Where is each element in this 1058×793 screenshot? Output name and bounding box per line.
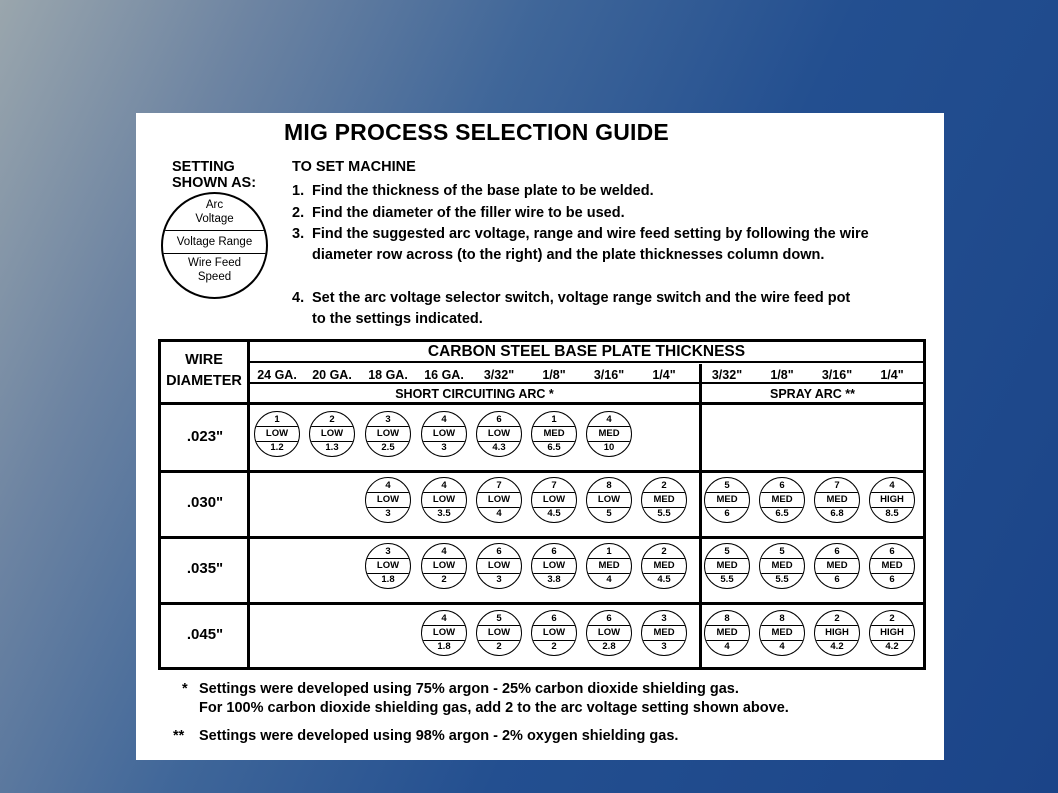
setting-dial	[476, 543, 522, 589]
arc-voltage-value: 1	[274, 414, 280, 425]
wire-feed-speed-value: 6	[724, 508, 730, 519]
setting-dial	[421, 477, 467, 523]
arc-voltage-value: 8	[779, 613, 785, 624]
voltage-range-value: LOW	[587, 492, 631, 508]
wire-header-line2: DIAMETER	[166, 373, 242, 389]
arc-voltage-value: 4	[606, 414, 612, 425]
footnote-1-line1: Settings were developed using 75% argon - 25% carbon dioxide shielding gas.	[199, 681, 739, 697]
arc-voltage-value: 8	[724, 613, 730, 624]
wire-feed-speed-value: 6	[834, 574, 840, 585]
setting-dial	[869, 610, 915, 656]
wire-feed-speed-value: 4.5	[657, 574, 671, 585]
wire-diameter-023: .023"	[186, 428, 224, 445]
thickness-column-label: 3/16"	[821, 368, 853, 382]
arc-voltage-value: 4	[441, 414, 447, 425]
voltage-range-value: LOW	[532, 625, 576, 641]
legend-arc-voltage	[163, 198, 266, 228]
setting-dial	[814, 610, 860, 656]
footnote-1-line2: For 100% carbon dioxide shielding gas, add 2 to the arc voltage setting shown above.	[199, 700, 789, 716]
setting-dial	[586, 477, 632, 523]
arc-voltage-value: 6	[779, 480, 785, 491]
wire-feed-speed-value: 4.3	[492, 442, 506, 453]
wire-feed-speed-value: 6.5	[775, 508, 789, 519]
row-divider	[161, 536, 923, 539]
header-bottom-rule	[161, 402, 923, 405]
voltage-range-value: LOW	[477, 492, 521, 508]
voltage-range-value: MED	[870, 558, 914, 574]
step-number: 2.	[292, 205, 305, 221]
wire-feed-speed-value: 1.8	[381, 574, 395, 585]
step-2	[292, 203, 882, 224]
voltage-range-value: HIGH	[815, 625, 859, 641]
setting-shown-as-label	[172, 159, 256, 191]
setting-dial	[365, 411, 411, 457]
wire-feed-speed-value: 3	[385, 508, 391, 519]
arc-voltage-value: 5	[724, 546, 730, 557]
setting-dial	[814, 477, 860, 523]
arc-voltage-value: 5	[779, 546, 785, 557]
setting-dial	[759, 610, 805, 656]
voltage-range-value: MED	[815, 492, 859, 508]
voltage-range-value: MED	[532, 426, 576, 442]
arc-voltage-value: 2	[661, 480, 667, 491]
thickness-column-label: 1/4"	[880, 368, 904, 382]
setting-dial	[476, 411, 522, 457]
arc-voltage-value: 6	[551, 613, 557, 624]
setting-dial	[641, 477, 687, 523]
voltage-range-value: MED	[587, 558, 631, 574]
arc-voltage-value: 7	[551, 480, 557, 491]
arc-voltage-value: 6	[496, 546, 502, 557]
voltage-range-value: LOW	[366, 426, 410, 442]
thickness-column-label: 16 GA.	[424, 368, 464, 382]
arc-voltage-value: 4	[889, 480, 895, 491]
thickness-column-label: 3/32"	[483, 368, 515, 382]
arc-voltage-value: 4	[441, 480, 447, 491]
thickness-column-label: 1/8"	[770, 368, 794, 382]
voltage-range-value: LOW	[310, 426, 354, 442]
arc-voltage-value: 6	[496, 414, 502, 425]
voltage-range-value: LOW	[422, 492, 466, 508]
wire-feed-speed-value: 4.5	[547, 508, 561, 519]
arc-voltage-value: 6	[889, 546, 895, 557]
arc-voltage-value: 7	[496, 480, 502, 491]
wire-feed-speed-value: 1.8	[437, 641, 451, 652]
legend-voltage-text: Voltage	[195, 213, 234, 225]
to-set-machine-heading: TO SET MACHINE	[292, 159, 416, 175]
thickness-column-label: 3/32"	[711, 368, 743, 382]
setting-dial	[869, 543, 915, 589]
setting-dial	[586, 411, 632, 457]
wire-diameter-header	[161, 350, 247, 392]
arc-voltage-value: 4	[441, 613, 447, 624]
wire-feed-speed-value: 1.3	[325, 442, 339, 453]
step-number: 1.	[292, 183, 305, 199]
wire-feed-speed-value: 2.5	[381, 442, 395, 453]
voltage-range-value: LOW	[366, 558, 410, 574]
arc-type-divider	[699, 364, 702, 667]
thickness-column-label: 24 GA.	[257, 368, 297, 382]
legend-arc-text: Arc	[205, 199, 224, 211]
setting-dial	[421, 543, 467, 589]
setting-dial	[365, 543, 411, 589]
legend-wire-feed-text: Wire Feed	[187, 257, 242, 269]
voltage-range-value: MED	[760, 625, 804, 641]
voltage-range-value: LOW	[587, 625, 631, 641]
legend-speed-text: Speed	[197, 271, 232, 283]
wire-feed-speed-value: 2.8	[602, 641, 616, 652]
step-text: Find the thickness of the base plate to be welded.	[312, 183, 654, 199]
setting-dial	[814, 543, 860, 589]
arc-voltage-value: 1	[551, 414, 557, 425]
voltage-range-value: HIGH	[870, 492, 914, 508]
setting-dial	[365, 477, 411, 523]
setting-dial	[759, 477, 805, 523]
spray-arc-label: SPRAY ARC **	[770, 387, 855, 401]
setting-dial	[586, 543, 632, 589]
wire-feed-speed-value: 5.5	[657, 508, 671, 519]
wire-feed-speed-value: 3	[441, 442, 447, 453]
arc-voltage-value: 6	[551, 546, 557, 557]
row-divider	[161, 470, 923, 473]
voltage-range-value: HIGH	[870, 625, 914, 641]
step-3	[292, 224, 882, 266]
voltage-range-value: LOW	[255, 426, 299, 442]
voltage-range-value: MED	[642, 625, 686, 641]
voltage-range-value: MED	[642, 492, 686, 508]
wire-feed-speed-value: 3.5	[437, 508, 451, 519]
arc-voltage-value: 6	[606, 613, 612, 624]
wire-feed-speed-value: 5.5	[720, 574, 734, 585]
page-title: MIG PROCESS SELECTION GUIDE	[284, 119, 669, 145]
wire-feed-speed-value: 6	[889, 574, 895, 585]
voltage-range-value: LOW	[532, 558, 576, 574]
setting-dial	[531, 543, 577, 589]
setting-dial	[704, 543, 750, 589]
step-number: 4.	[292, 290, 305, 306]
wire-feed-speed-value: 4	[496, 508, 502, 519]
arc-voltage-value: 8	[606, 480, 612, 491]
arc-voltage-value: 4	[441, 546, 447, 557]
voltage-range-value: LOW	[477, 558, 521, 574]
voltage-range-value: MED	[760, 492, 804, 508]
step-number: 3.	[292, 226, 305, 242]
wire-feed-speed-value: 3	[661, 641, 667, 652]
step-text: Find the suggested arc voltage, range and wire feed setting by following the wire diameter row across (to the right) and the plate thicknesses column down.	[312, 226, 869, 263]
wire-diameter-035: .035"	[186, 560, 224, 577]
step-text: Find the diameter of the filler wire to be used.	[312, 205, 625, 221]
arc-voltage-value: 5	[496, 613, 502, 624]
short-arc-label: SHORT CIRCUITING ARC *	[395, 387, 554, 401]
wire-header-line1: WIRE	[185, 352, 223, 368]
thickness-column-label: 1/4"	[652, 368, 676, 382]
wire-feed-speed-value: 4	[779, 641, 785, 652]
voltage-range-value: LOW	[422, 625, 466, 641]
step-4	[292, 288, 882, 330]
legend-wire-feed-speed	[163, 256, 266, 286]
voltage-range-value: LOW	[477, 426, 521, 442]
arc-voltage-value: 2	[661, 546, 667, 557]
setting-dial	[476, 610, 522, 656]
setting-dial	[869, 477, 915, 523]
voltage-range-value: LOW	[532, 492, 576, 508]
wire-feed-speed-value: 6.8	[830, 508, 844, 519]
settings-table	[158, 339, 926, 670]
wire-feed-speed-value: 4.2	[885, 641, 899, 652]
legend-dial	[161, 192, 268, 299]
wire-feed-speed-value: 4.2	[830, 641, 844, 652]
setting-dial	[641, 610, 687, 656]
arc-voltage-value: 3	[385, 414, 391, 425]
voltage-range-value: MED	[587, 426, 631, 442]
guide-sheet	[136, 113, 944, 760]
setting-dial	[531, 477, 577, 523]
voltage-range-value: MED	[760, 558, 804, 574]
thickness-column-label: 20 GA.	[312, 368, 352, 382]
setting-dial	[254, 411, 300, 457]
thickness-rule	[250, 382, 923, 384]
arc-voltage-value: 2	[329, 414, 335, 425]
setting-label-line2: SHOWN AS:	[172, 175, 257, 191]
voltage-range-value: MED	[705, 558, 749, 574]
wire-feed-speed-value: 2	[496, 641, 502, 652]
wire-feed-speed-value: 2	[441, 574, 447, 585]
voltage-range-value: LOW	[477, 625, 521, 641]
wire-feed-speed-value: 10	[603, 442, 615, 453]
thickness-column-label: 18 GA.	[368, 368, 408, 382]
footnote-2-mark: **	[173, 728, 185, 744]
header-rule	[250, 361, 923, 363]
arc-voltage-value: 1	[606, 546, 612, 557]
wire-feed-speed-value: 5.5	[775, 574, 789, 585]
wire-diameter-045: .045"	[186, 626, 224, 643]
setting-dial	[704, 610, 750, 656]
voltage-range-value: MED	[705, 625, 749, 641]
arc-voltage-value: 7	[834, 480, 840, 491]
arc-voltage-value: 4	[385, 480, 391, 491]
footnote-2-line1: Settings were developed using 98% argon - 2% oxygen shielding gas.	[199, 728, 679, 744]
setting-dial	[759, 543, 805, 589]
setting-label-line1: SETTING	[172, 159, 235, 175]
setting-dial	[586, 610, 632, 656]
arc-voltage-value: 6	[834, 546, 840, 557]
setting-dial	[641, 543, 687, 589]
voltage-range-value: LOW	[366, 492, 410, 508]
arc-voltage-value: 3	[385, 546, 391, 557]
wire-diameter-030: .030"	[186, 494, 224, 511]
voltage-range-value: MED	[642, 558, 686, 574]
thickness-column-label: 3/16"	[593, 368, 625, 382]
setting-dial	[531, 610, 577, 656]
arc-voltage-value: 3	[661, 613, 667, 624]
setting-dial	[531, 411, 577, 457]
footnote-1-mark: *	[182, 681, 188, 697]
wire-feed-speed-value: 1.2	[270, 442, 284, 453]
setting-dial	[309, 411, 355, 457]
thickness-column-label: 1/8"	[542, 368, 566, 382]
wire-feed-speed-value: 6.5	[547, 442, 561, 453]
voltage-range-value: LOW	[422, 426, 466, 442]
arc-voltage-value: 5	[724, 480, 730, 491]
setting-dial	[704, 477, 750, 523]
setting-dial	[421, 610, 467, 656]
voltage-range-value: MED	[705, 492, 749, 508]
wire-feed-speed-value: 4	[724, 641, 730, 652]
wire-feed-speed-value: 3.8	[547, 574, 561, 585]
voltage-range-value: LOW	[422, 558, 466, 574]
wire-feed-speed-value: 8.5	[885, 508, 899, 519]
voltage-range-value: MED	[815, 558, 859, 574]
arc-voltage-value: 2	[834, 613, 840, 624]
wire-feed-speed-value: 3	[496, 574, 502, 585]
arc-voltage-value: 2	[889, 613, 895, 624]
row-divider	[161, 602, 923, 605]
wire-feed-speed-value: 4	[606, 574, 612, 585]
step-text: Set the arc voltage selector switch, voltage range switch and the wire feed pot to the settings indicated.	[312, 290, 851, 327]
legend-voltage-range: Voltage Range	[163, 230, 266, 254]
setting-dial	[476, 477, 522, 523]
thickness-header: CARBON STEEL BASE PLATE THICKNESS	[427, 343, 746, 360]
wire-feed-speed-value: 5	[606, 508, 612, 519]
wire-feed-speed-value: 2	[551, 641, 557, 652]
setting-dial	[421, 411, 467, 457]
step-1	[292, 181, 882, 202]
